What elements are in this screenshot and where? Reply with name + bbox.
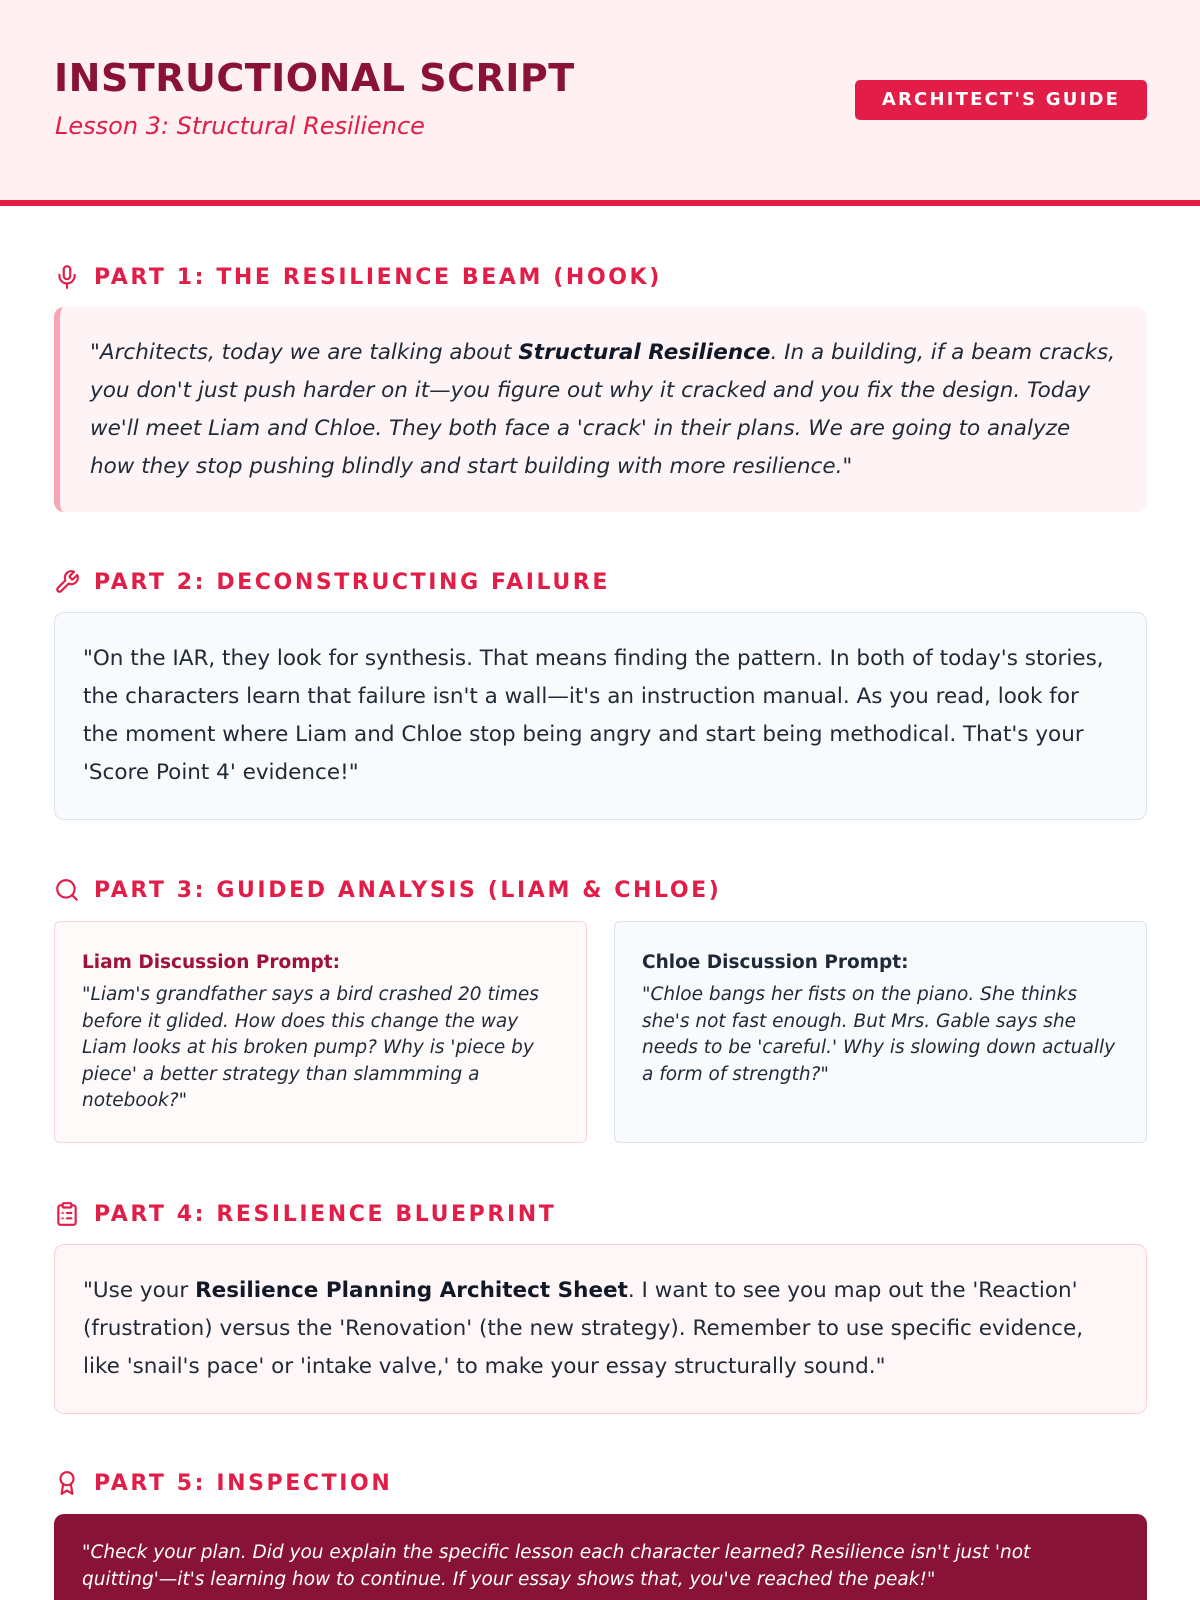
page-header: [0, 0, 1200, 206]
failure-script-text: "On the IAR, they look for synthesis. That means finding the pattern. In both of today's stories, the characters learn that failure isn't a wall—it's an instruction manual. As you read, look for the moment where Liam and Chloe stop being angry and start being methodical. That's your 'Score Point 4' evidence!": [83, 646, 1104, 785]
architects-guide-badge: ARCHITECT'S GUIDE: [855, 80, 1147, 120]
section-heading-label: PART 1: THE RESILIENCE BEAM (HOOK): [94, 264, 662, 290]
blueprint-script-text: "Use your Resilience Planning Architect Sheet. I want to see you map out the 'Reaction' (frustration) versus the 'Renovation' (the new strategy). Remember to use specific evidence, like 'snail's pace' or 'intake valve,' to make your essay structurally sound.": [83, 1278, 1084, 1379]
clipboard-icon: [54, 1201, 80, 1227]
award-icon: [54, 1470, 80, 1496]
section-heading-inspection: [54, 1467, 392, 1499]
section-heading-hook: [54, 261, 662, 293]
page-subtitle: Lesson 3: Structural Resilience: [55, 112, 425, 140]
wrench-icon: [54, 569, 80, 595]
section-heading-label: PART 4: RESILIENCE BLUEPRINT: [94, 1201, 557, 1227]
liam-prompt-title: Liam Discussion Prompt:: [82, 952, 341, 973]
microphone-icon: [54, 264, 80, 290]
chloe-prompt-title: Chloe Discussion Prompt:: [642, 952, 909, 973]
section-heading-label: PART 2: DECONSTRUCTING FAILURE: [94, 569, 610, 595]
blueprint-script-box: [54, 1244, 1147, 1414]
section-heading-analysis: [54, 874, 721, 906]
liam-prompt-text: "Liam's grandfather says a bird crashed 20 times before it glided. How does this change the way Liam looks at his broken pump? Why is 'piece by piece' a better strategy than slammming a notebook?": [82, 984, 539, 1111]
liam-prompt-card: [54, 921, 587, 1143]
section-heading-label: PART 5: INSPECTION: [94, 1470, 393, 1496]
hook-script-text: "Architects, today we are talking about Structural Resilience. In a building, if a beam cracks, you don't just push harder on it—you figure out why it cracked and you fix the design. Today we'll meet Liam and Chloe. They both face a 'crack' in their plans. We are going to analyze how they stop pushing blindly and start building with more resilience.": [90, 340, 1116, 479]
bold-term: Structural Resilience: [518, 340, 771, 365]
failure-script-box: [54, 612, 1147, 820]
inspection-script-box: [54, 1514, 1147, 1600]
chloe-prompt-text: "Chloe bangs her fists on the piano. She thinks she's not fast enough. But Mrs. Gable says she needs to be 'careful.' Why is slowing down actually a form of strength?": [642, 984, 1116, 1085]
hook-script-box: [54, 307, 1147, 512]
search-icon: [54, 877, 80, 903]
section-heading-label: PART 3: GUIDED ANALYSIS (LIAM & CHLOE): [94, 877, 722, 903]
bold-term: Resilience Planning Architect Sheet: [195, 1278, 628, 1303]
section-heading-failure: [54, 566, 610, 598]
section-heading-blueprint: [54, 1198, 556, 1230]
page-title: INSTRUCTIONAL SCRIPT: [54, 56, 575, 100]
inspection-script-text: "Check your plan. Did you explain the specific lesson each character learned? Resilience isn't just 'not quitting'—it's learning how to continue. If your essay shows that, you've reached the peak!": [82, 1542, 1031, 1590]
chloe-prompt-card: [614, 921, 1147, 1143]
